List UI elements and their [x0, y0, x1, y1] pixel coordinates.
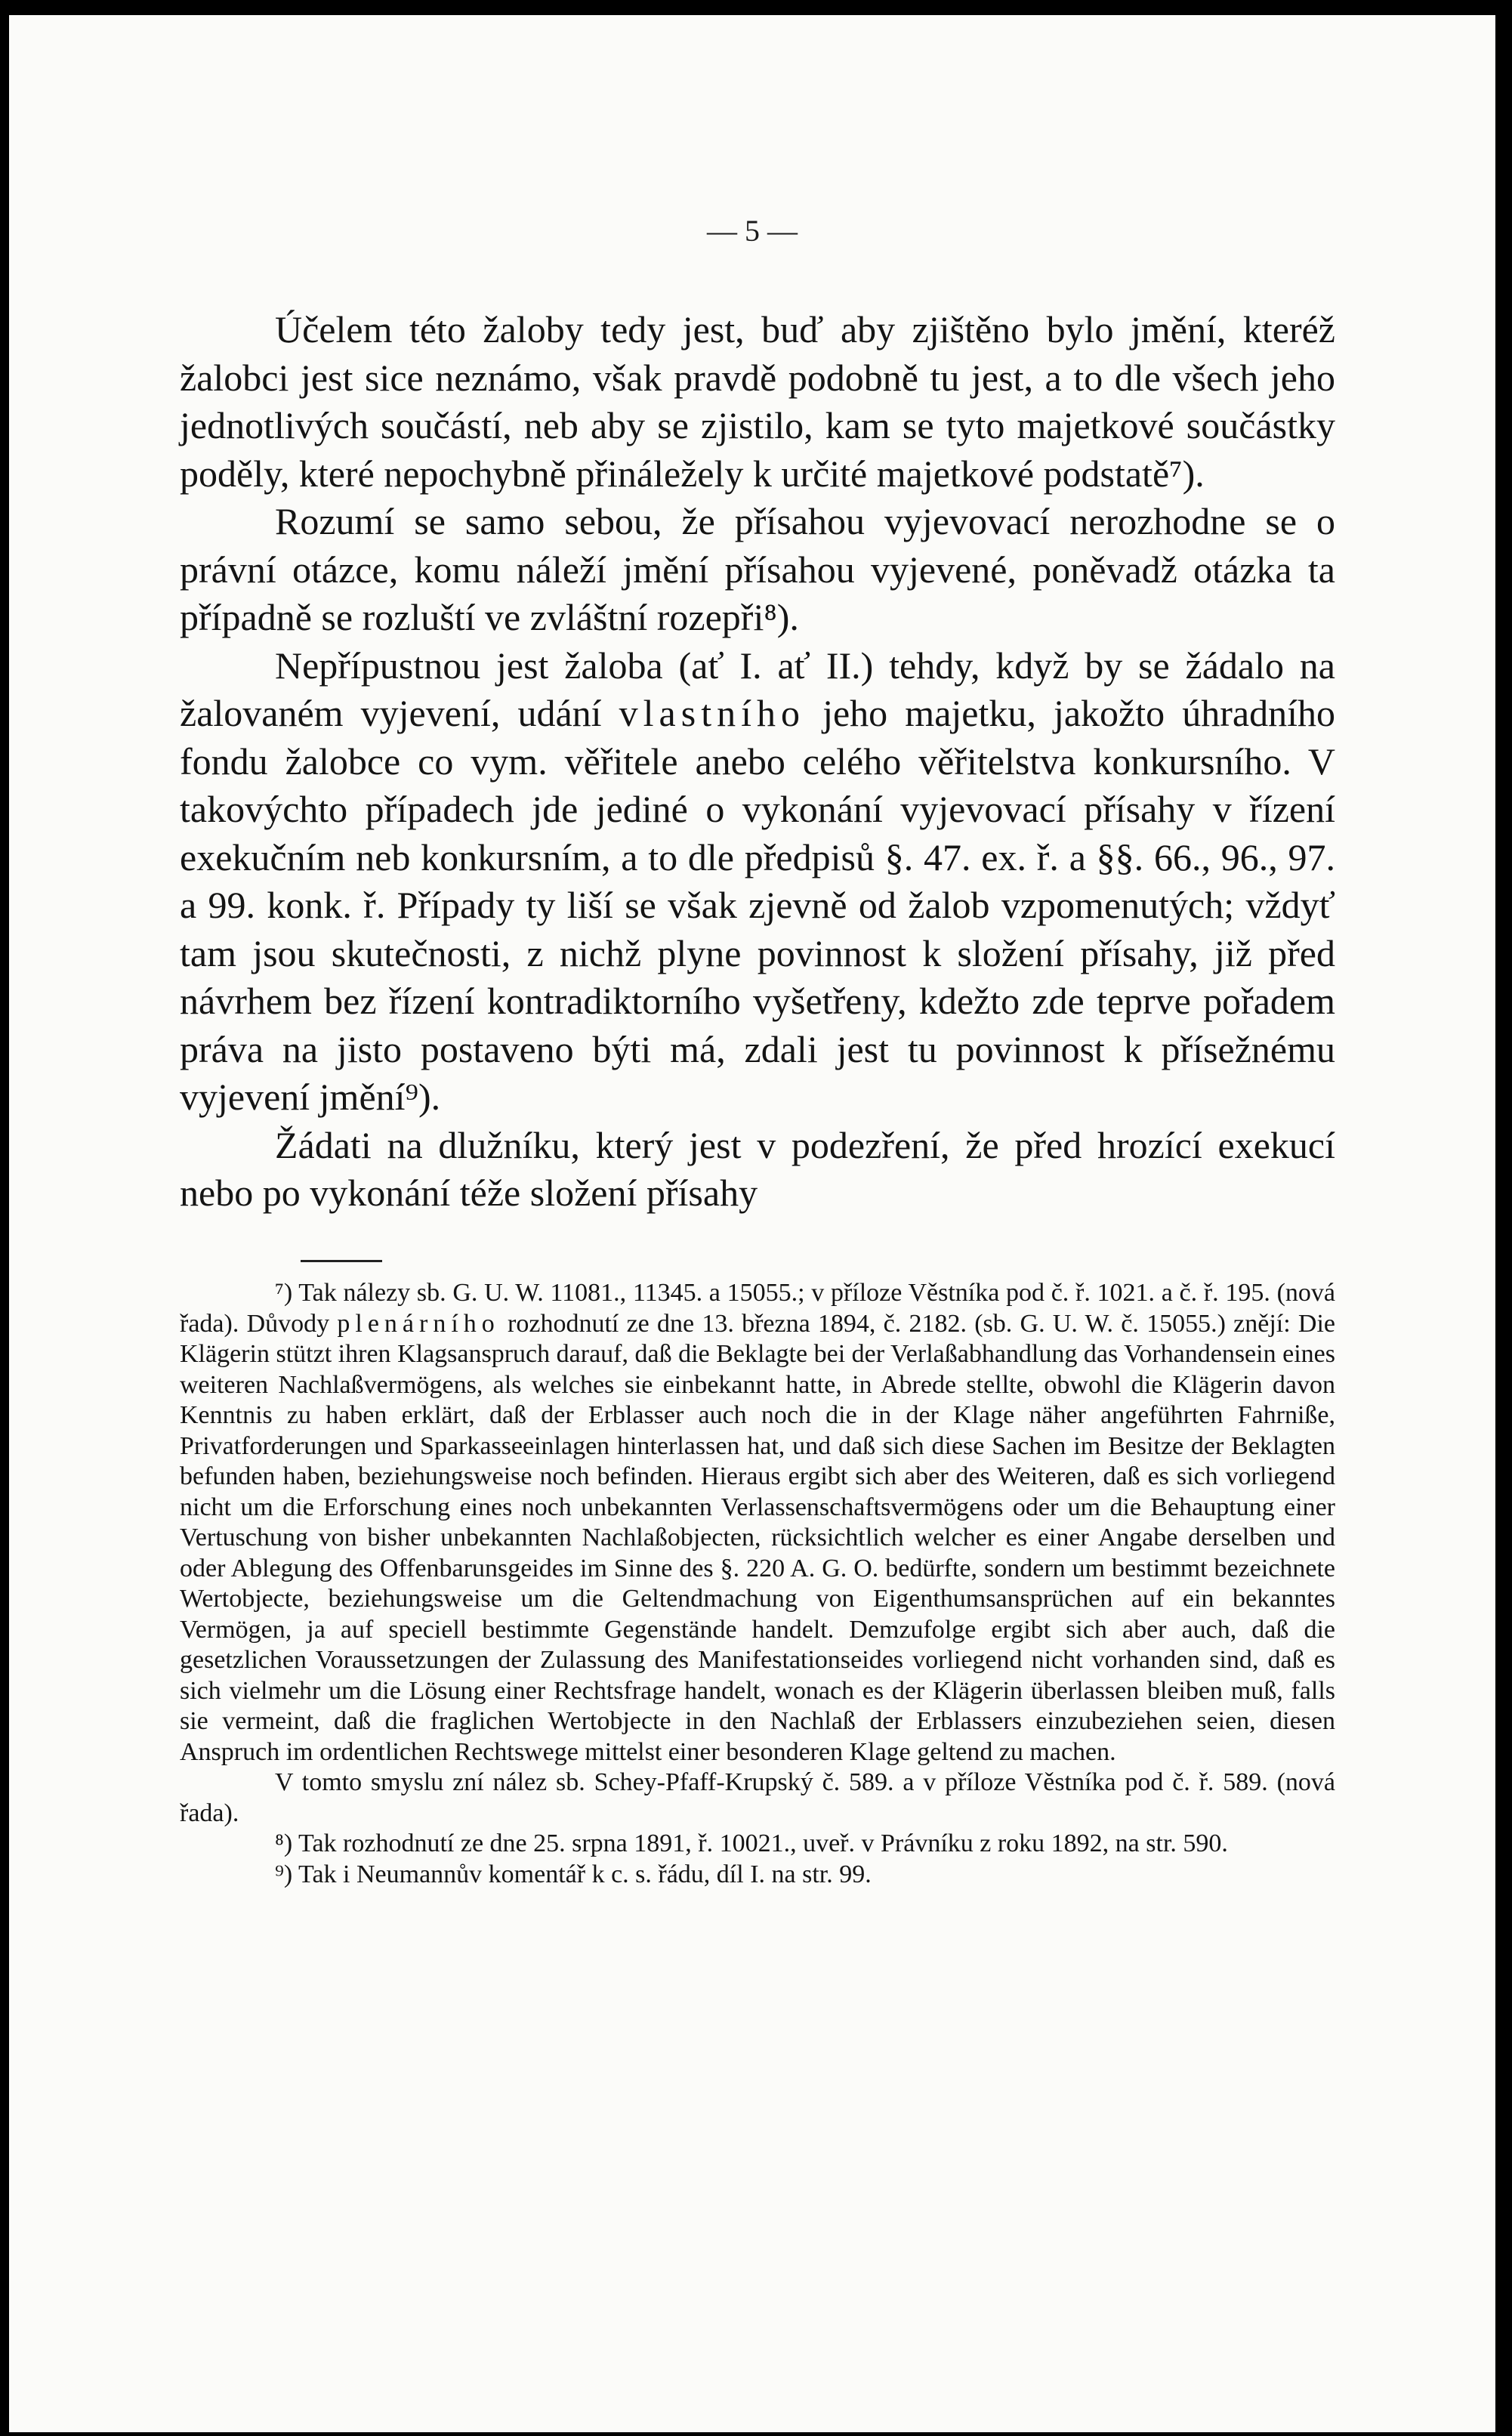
footnote-7-continuation: V tomto smyslu zní nález sb. Schey-Pfaff-Krupský č. 589. a v příloze Věstníka pod č. ř. 589. (nová řada).: [180, 1768, 1335, 1827]
paragraph: Žádati na dlužníku, který jest v podezření, že před hrozící exekucí nebo po vykonání téže složení přísahy: [180, 1123, 1335, 1214]
footnotes: [180, 1278, 1335, 1890]
footnote-text: ⁷) Tak nálezy sb. G. U. W. 11081., 11345. a 15055.; v příloze Věstníka pod č. ř. 1021. a č. ř. 195. (nová řada). Důvody: [180, 1279, 1335, 1338]
paragraph-text: Nepřípustnou jest žaloba (ať I. ať II.) tehdy, když by se žádalo na žalovaném vyjevení, udání: [180, 644, 1335, 734]
scanned-page: [9, 15, 1495, 2432]
paragraph: Rozumí se samo sebou, že přísahou vyjevovací nerozhodne se o právní otázce, komu náleží jmění přísahou vyjevené, poněvadž otázka ta případně se rozluští ve zvláštní rozepři⁸).: [180, 500, 1335, 638]
spaced-word: vlastního: [619, 692, 805, 734]
page-number: — 5 —: [707, 214, 798, 248]
footnote-9: ⁹) Tak i Neumannův komentář k c. s. řádu, díl I. na str. 99.: [275, 1860, 872, 1888]
footnote-text: rozhodnutí ze dne 13. března 1894, č. 2182. (sb. G. U. W. č. 15055.) znějí: Die Klägerin stützt ihren Klagsanspruch darauf, daß die Beklagte bei der Verlaßabhandlung das Vorhandensein eines weiteren Nachlaßvermögens, als welches sie einbekannt hatte, in Abrede stellte, obwohl die Klägerin davon Kenntnis zu haben erklärt, daß der Erblasser auch noch die in der Klage näher angeführten Fahrniße, Privatforderungen und Sparkasseeinlagen hinterlassen hat, und daß sich diese Sachen im Besitze der Beklagten befunden haben, beziehungsweise noch befinden. Hieraus ergibt sich aber des Weiteren, daß es sich vorliegend nicht um die Erforschung eines noch unbekannten Verlassenschaftsvermögens oder um die Behauptung einer Vertuschung von bisher unbekannten Nachlaßobjecten, rücksichtlich welcher es einer Angabe derselben und oder Ablegung des Offenbarunsgeides im Sinne des §. 220 A. G. O. bedürfte, sondern um bestimmt bezeichnete Wertobjecte, beziehungsweise um die Geltendmachung von Eigenthumsansprüchen auf ein bekanntes Vermögen, ja auf speciell bestimmte Gegenstände handelt. Demzufolge ergibt sich aber auch, daß die gesetzlichen Voraussetzungen der Zulassung des Manifestationseides vorliegend nicht vorhanden sind, daß es sich vielmehr um die Lösung einer Rechtsfrage handelt, wonach es der Klägerin überlassen bleiben muß, falls sie vermeint, daß die fraglichen Wertobjecte in den Nachlaß der Erblassers einzubeziehen seien, diesen Anspruch im ordentlichen Rechtswege mittelst einer besonderen Klage geltend zu machen.: [180, 1309, 1335, 1766]
footnote-rule: [301, 1260, 382, 1262]
spaced-word: plenárního: [337, 1309, 500, 1338]
footnote-7: [180, 1278, 1335, 1768]
paragraph: [180, 642, 1335, 1122]
paragraph-text: jeho majetku, jakožto úhradního fondu žalobce co vym. věřitele anebo celého věřitelstva konkursního. V takovýchto případech jde jediné o vykonání vyjevovací přísahy v řízení exekučním neb konkursním, a to dle předpisů §. 47. ex. ř. a §§. 66., 96., 97. a 99. konk. ř. Případy ty liší se však zjevně od žalob vzpomenutých; vždyť tam jsou skutečnosti, z nichž plyne povinnost k složení přísahy, již před návrhem bez řízení kontradiktorního vyšetřeny, kdežto zde teprve pořadem práva na jisto postaveno býti má, zdali jest tu povinnost k přísežnému vyjevení jmění⁹).: [180, 692, 1335, 1118]
footnote-8: ⁸) Tak rozhodnutí ze dne 25. srpna 1891, ř. 10021., uveř. v Právníku z roku 1892, na str. 590.: [275, 1829, 1228, 1857]
paragraph: Účelem této žaloby tedy jest, buď aby zjištěno bylo jmění, kteréž žalobci jest sice neznámo, však pravdě podobně tu jest, a to dle všech jeho jednotlivých součástí, neb aby se zjistilo, kam se tyto majetkové součástky poděly, které nepochybně přináležely k určité majetkové podstatě⁷).: [180, 308, 1335, 495]
main-text: [180, 306, 1335, 1218]
